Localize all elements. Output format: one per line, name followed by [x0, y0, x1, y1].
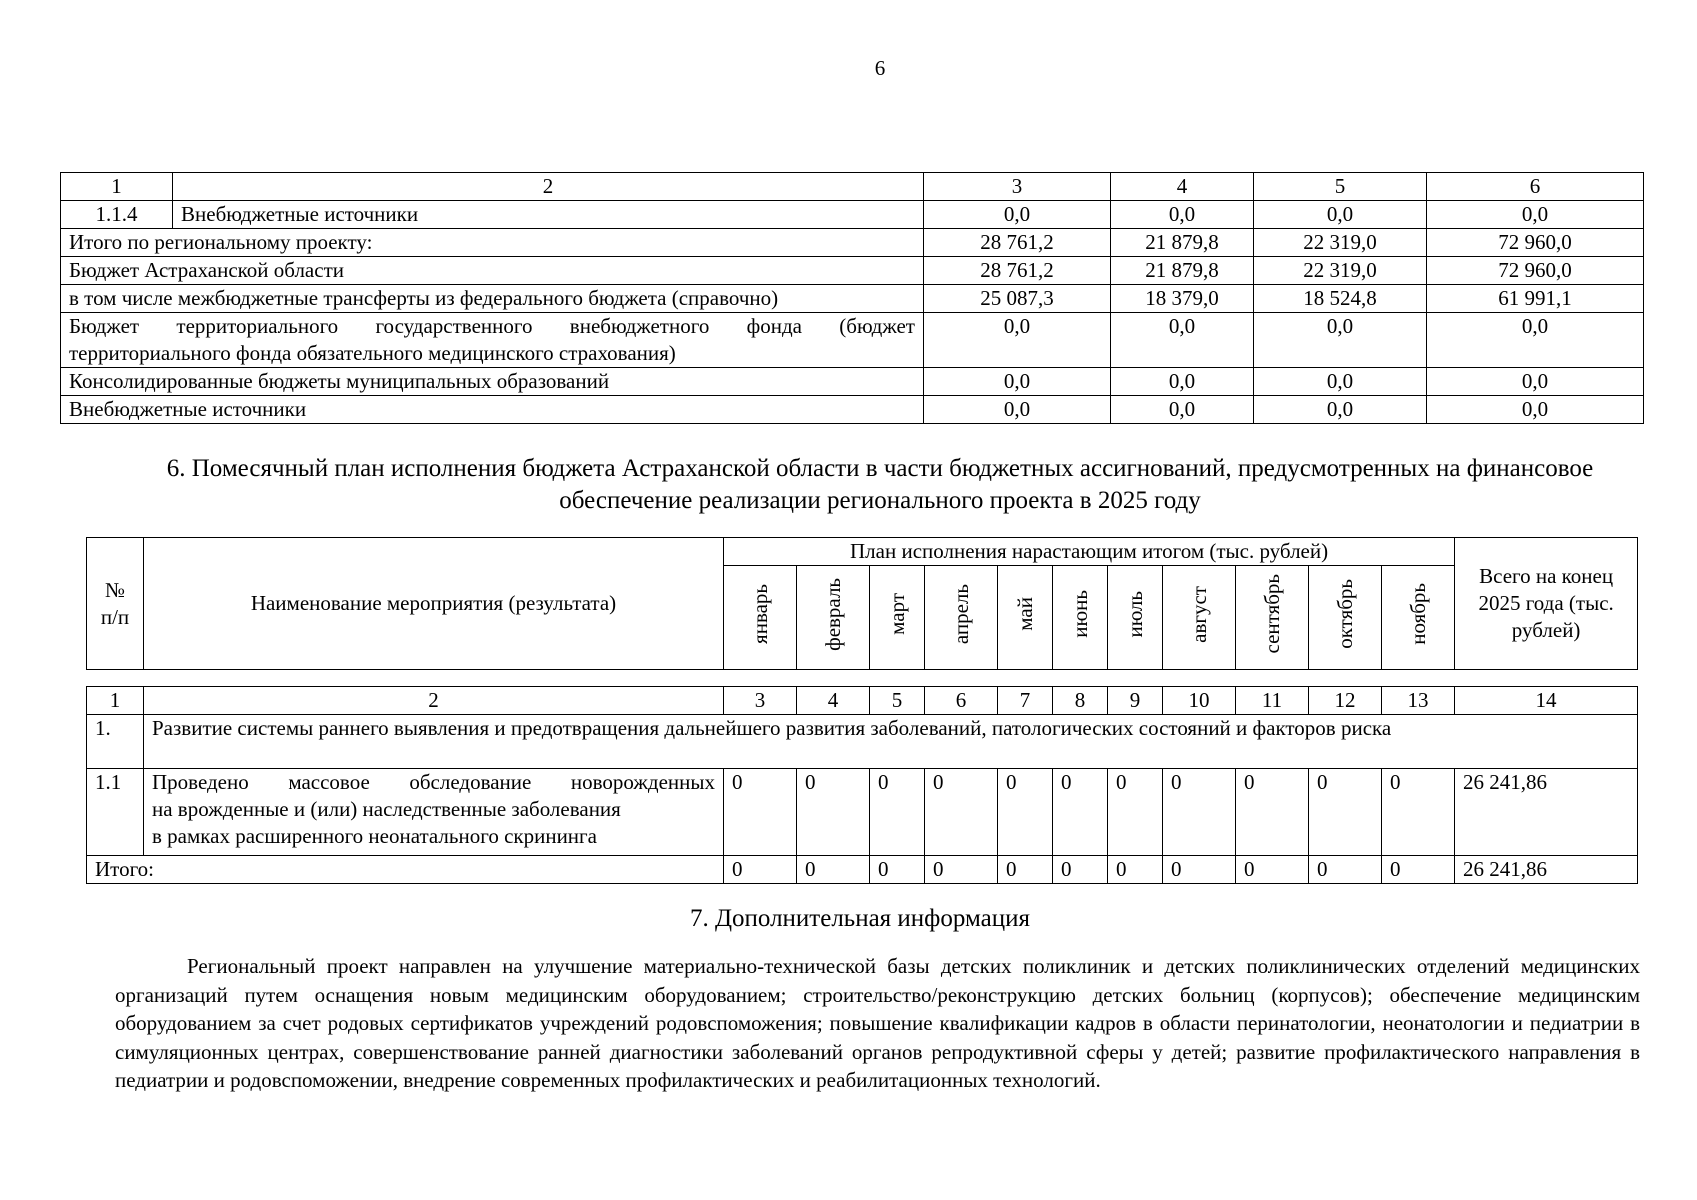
itogo-value: 0 — [724, 856, 797, 884]
month-value: 0 — [998, 769, 1053, 856]
row-name: Консолидированные бюджеты муниципальных образований — [61, 368, 924, 396]
item-name-line: в рамках расширенного неонатального скрининга — [152, 824, 597, 848]
month-value: 0 — [1053, 769, 1108, 856]
value-cell: 18 524,8 — [1254, 285, 1427, 313]
month-header: май — [998, 566, 1053, 670]
column-numbers-row — [87, 687, 1638, 715]
value-cell: 21 879,8 — [1111, 257, 1254, 285]
value-cell: 0,0 — [924, 201, 1111, 229]
value-cell: 61 991,1 — [1427, 285, 1644, 313]
value-cell: 0,0 — [924, 313, 1111, 368]
month-header: июль — [1108, 566, 1163, 670]
group-number: 1. — [87, 715, 144, 769]
itogo-total: 26 241,86 — [1455, 856, 1638, 884]
value-cell: 0,0 — [1111, 396, 1254, 424]
month-value: 0 — [1163, 769, 1236, 856]
value-cell: 72 960,0 — [1427, 229, 1644, 257]
table-row — [61, 201, 1644, 229]
value-cell: 28 761,2 — [924, 229, 1111, 257]
funding-header-cell: 3 — [924, 173, 1111, 201]
section-6-title: 6. Помесячный план исполнения бюджета Астраханской области в части бюджетных ассигнований, предусмотренных на финансовое обеспечение реализации регионального проекта в 2025 году — [166, 455, 1594, 514]
month-header: ноябрь — [1382, 566, 1455, 670]
item-name-line: Проведено массовое обследование новорожденных — [152, 770, 715, 794]
value-cell: 0,0 — [1427, 396, 1644, 424]
value-cell: 0,0 — [1427, 313, 1644, 368]
column-number: 9 — [1108, 687, 1163, 715]
itogo-value: 0 — [1053, 856, 1108, 884]
group-title: Развитие системы раннего выявления и предотвращения дальнейшего развития заболеваний, патологических состояний и факторов риска — [144, 715, 1638, 769]
value-cell: 22 319,0 — [1254, 229, 1427, 257]
month-header: февраль — [797, 566, 870, 670]
month-value: 0 — [1236, 769, 1309, 856]
table-row — [61, 285, 1644, 313]
value-cell: 21 879,8 — [1111, 229, 1254, 257]
column-number: 10 — [1163, 687, 1236, 715]
itogo-label: Итого: — [87, 856, 724, 884]
row-name: Внебюджетные источники — [173, 201, 924, 229]
month-header: июнь — [1053, 566, 1108, 670]
itogo-value: 0 — [1108, 856, 1163, 884]
month-header: август — [1163, 566, 1236, 670]
value-cell: 18 379,0 — [1111, 285, 1254, 313]
value-cell: 25 087,3 — [924, 285, 1111, 313]
row-name: Итого по региональному проекту: — [61, 229, 924, 257]
column-number: 3 — [724, 687, 797, 715]
month-header: январь — [724, 566, 797, 670]
column-number: 6 — [925, 687, 998, 715]
month-value: 0 — [1108, 769, 1163, 856]
page-number: 6 — [874, 56, 886, 80]
additional-info-paragraph: Региональный проект направлен на улучшение материально-технической базы детских поликлиник и детских поликлинических отделений медицинских организаций путем оснащения новым медицинским оборудованием; строительство/реконструкцию детских больниц (корпусов); обеспечение медицинским оборудованием за счет родовых сертификатов учреждений родовспоможения; повышение квалификации кадров в области перинатологии, неонатологии и педиатрии в симуляционных центрах, совершенствование ранней диагностики заболеваний органов репродуктивной сферы у детей; развитие профилактического направления в педиатрии и родовспоможении, внедрение современных профилактических и реабилитационных технологий. — [115, 954, 1640, 1092]
month-value: 0 — [724, 769, 797, 856]
item-total: 26 241,86 — [1455, 769, 1638, 856]
funding-table — [60, 172, 1644, 424]
item-number: 1.1 — [87, 769, 144, 856]
month-header: октябрь — [1309, 566, 1382, 670]
item-name-line: на врожденные и (или) наследственные заболевания — [152, 797, 621, 821]
month-header: сентябрь — [1236, 566, 1309, 670]
value-cell: 72 960,0 — [1427, 257, 1644, 285]
plan-header-table — [86, 537, 1638, 670]
itogo-value: 0 — [797, 856, 870, 884]
itogo-value: 0 — [1309, 856, 1382, 884]
value-cell: 0,0 — [1111, 368, 1254, 396]
column-number: 4 — [797, 687, 870, 715]
section-7-title: 7. Дополнительная информация — [689, 905, 1031, 932]
group-row — [87, 715, 1638, 769]
value-cell: 0,0 — [1254, 201, 1427, 229]
column-number: 2 — [144, 687, 724, 715]
value-cell: 0,0 — [1427, 201, 1644, 229]
month-value: 0 — [870, 769, 925, 856]
value-cell: 0,0 — [1111, 201, 1254, 229]
itogo-value: 0 — [1382, 856, 1455, 884]
column-number: 12 — [1309, 687, 1382, 715]
itogo-value: 0 — [870, 856, 925, 884]
row-name: Бюджет Астраханской области — [61, 257, 924, 285]
itogo-value: 0 — [1163, 856, 1236, 884]
column-number: 8 — [1053, 687, 1108, 715]
table-row — [61, 229, 1644, 257]
row-name: Бюджет территориального государственного внебюджетного фонда (бюджет территориального фонда обязательного медицинского страхования) — [61, 313, 924, 368]
funding-header-row — [61, 173, 1644, 201]
value-cell: 22 319,0 — [1254, 257, 1427, 285]
funding-header-cell: 2 — [173, 173, 924, 201]
month-value: 0 — [925, 769, 998, 856]
column-number: 11 — [1236, 687, 1309, 715]
table-row — [61, 257, 1644, 285]
column-number: 7 — [998, 687, 1053, 715]
header-name-cell: Наименование мероприятия (результата) — [144, 538, 724, 670]
table-row — [61, 368, 1644, 396]
value-cell: 0,0 — [1254, 368, 1427, 396]
value-cell: 0,0 — [1254, 396, 1427, 424]
column-number: 13 — [1382, 687, 1455, 715]
funding-header-cell: 1 — [61, 173, 173, 201]
month-value: 0 — [1382, 769, 1455, 856]
row-name: в том числе межбюджетные трансферты из федерального бюджета (справочно) — [61, 285, 924, 313]
month-value: 0 — [797, 769, 870, 856]
funding-header-cell: 4 — [1111, 173, 1254, 201]
value-cell: 0,0 — [924, 368, 1111, 396]
itogo-value: 0 — [998, 856, 1053, 884]
itogo-value: 0 — [1236, 856, 1309, 884]
column-number: 1 — [87, 687, 144, 715]
column-number: 14 — [1455, 687, 1638, 715]
table-row — [61, 396, 1644, 424]
header-number-cell: № п/п — [87, 538, 144, 670]
table-row — [87, 769, 1638, 856]
funding-header-cell: 5 — [1254, 173, 1427, 201]
column-number: 5 — [870, 687, 925, 715]
plan-table — [86, 686, 1638, 884]
month-header: апрель — [925, 566, 998, 670]
value-cell: 0,0 — [924, 396, 1111, 424]
header-total-cell: Всего на конец 2025 года (тыс. рублей) — [1455, 538, 1638, 670]
itogo-row — [87, 856, 1638, 884]
value-cell: 28 761,2 — [924, 257, 1111, 285]
itogo-value: 0 — [925, 856, 998, 884]
header-plan-cell: План исполнения нарастающим итогом (тыс. рублей) — [724, 538, 1455, 566]
table-row — [61, 313, 1644, 368]
value-cell: 0,0 — [1111, 313, 1254, 368]
funding-header-cell: 6 — [1427, 173, 1644, 201]
month-value: 0 — [1309, 769, 1382, 856]
value-cell: 0,0 — [1254, 313, 1427, 368]
value-cell: 0,0 — [1427, 368, 1644, 396]
month-header: март — [870, 566, 925, 670]
row-number: 1.1.4 — [61, 201, 173, 229]
item-name — [144, 769, 724, 856]
row-name: Внебюджетные источники — [61, 396, 924, 424]
